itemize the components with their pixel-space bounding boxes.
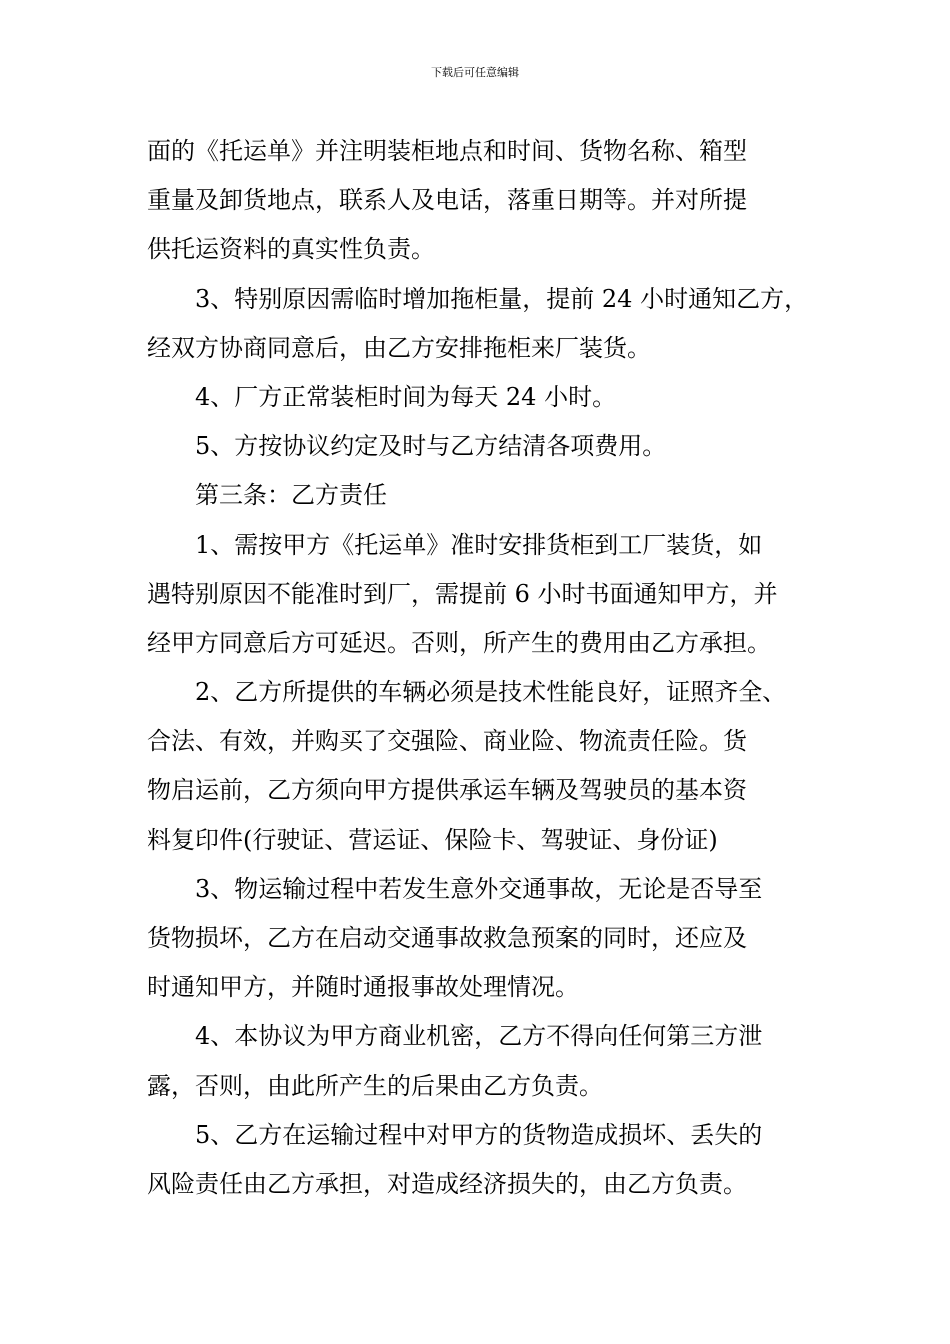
text-line: 货物损坏，乙方在启动交通事故救急预案的同时，还应及 [147, 924, 747, 952]
text-line: 物启运前，乙方须向甲方提供承运车辆及驾驶员的基本资 [147, 776, 747, 805]
text-line: 时通知甲方，并随时通报事故处理情况。 [147, 973, 579, 1002]
text-line: 面的《托运单》并注明装柜地点和时间、货物名称、箱型 [147, 137, 747, 165]
text-line: 4、本协议为甲方商业机密，乙方不得向任何第三方泄 [195, 1022, 763, 1051]
text-line: 风险责任由乙方承担，对造成经济损失的，由乙方负责。 [147, 1169, 747, 1198]
text-line: 经甲方同意后方可延迟。否则，所产生的费用由乙方承担。 [147, 628, 771, 657]
text-line: 露，否则，由此所产生的后果由乙方负责。 [147, 1071, 603, 1100]
text-line: 3、特别原因需临时增加拖柜量，提前 24 小时通知乙方， [195, 284, 809, 313]
text-line: 3、物运输过程中若发生意外交通事故，无论是否导至 [195, 874, 763, 903]
text-line: 2、乙方所提供的车辆必须是技术性能良好，证照齐全、 [195, 678, 787, 707]
text-line: 经双方协商同意后，由乙方安排拖柜来厂装货。 [147, 333, 651, 362]
text-line: 遇特别原因不能准时到厂，需提前 6 小时书面通知甲方，并 [147, 579, 778, 608]
text-line: 合法、有效，并购买了交强险、商业险、物流责任险。货 [147, 727, 747, 756]
text-line: 5、方按协议约定及时与乙方结清各项费用。 [195, 432, 667, 461]
text-line: 料复印件(行驶证、营运证、保险卡、驾驶证、身份证) [147, 825, 718, 854]
text-line: 重量及卸货地点，联系人及电话，落重日期等。并对所提 [147, 186, 747, 215]
text-line: 第三条：乙方责任 [195, 481, 387, 510]
text-line: 4、厂方正常装柜时间为每天 24 小时。 [195, 382, 617, 411]
text-line: 供托运资料的真实性负责。 [147, 235, 435, 264]
page-header: 下载后可任意编辑 [431, 66, 519, 79]
document-body [147, 127, 837, 1209]
text-line: 1、需按甲方《托运单》准时安排货柜到工厂装货，如 [195, 530, 763, 559]
text-line: 5、乙方在运输过程中对甲方的货物造成损坏、丢失的 [195, 1120, 763, 1149]
